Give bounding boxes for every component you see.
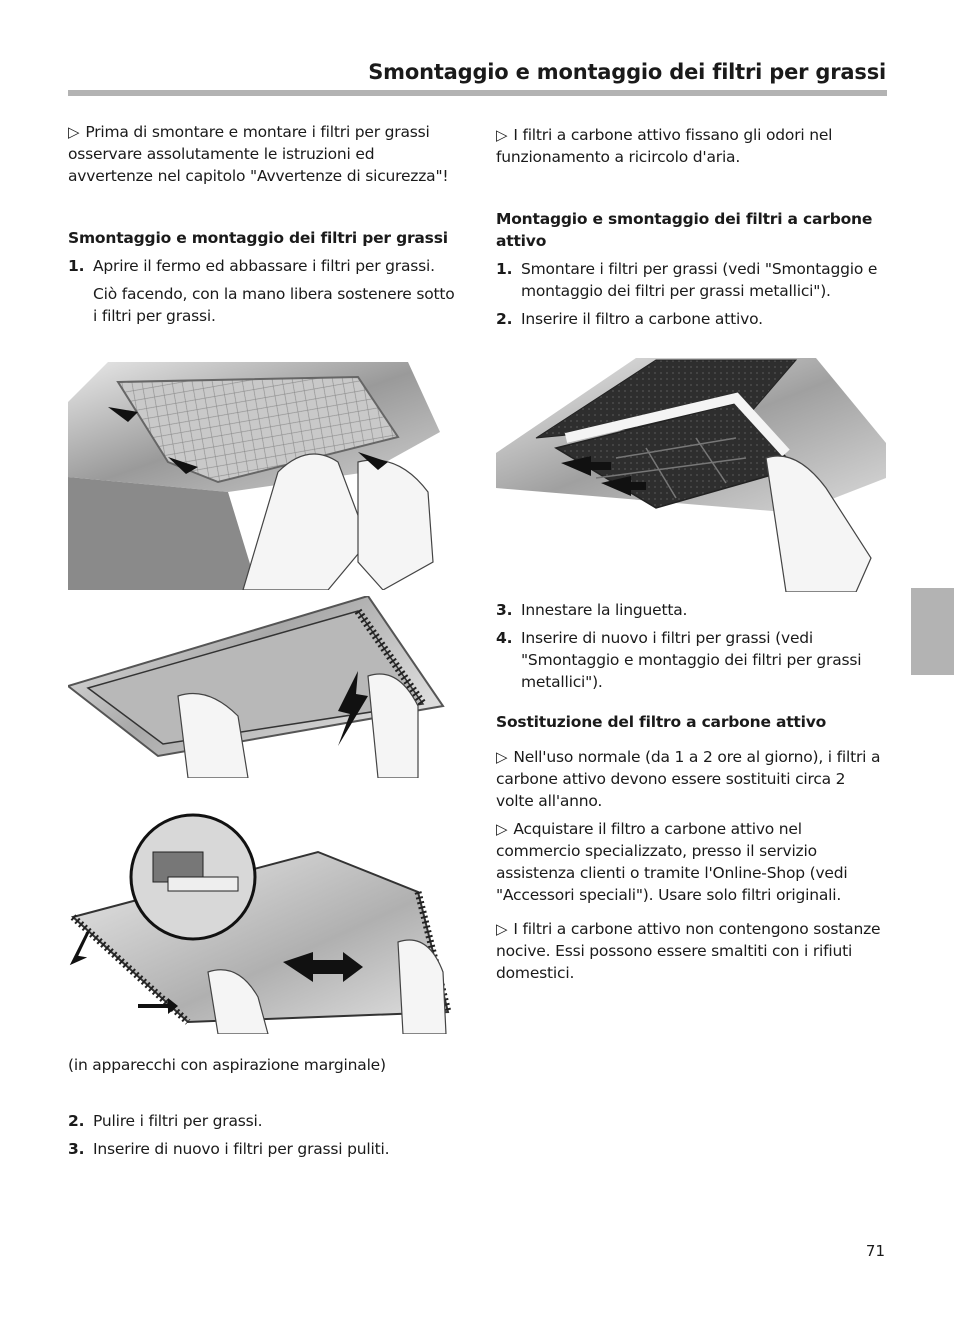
grease-filter-insert-illustration: [68, 596, 460, 778]
step-text: Aprire il fermo ed abbassare i filtri per grassi.: [93, 257, 435, 275]
section-heading: Montaggio e smontaggio dei filtri a carbone attivo: [496, 210, 873, 250]
edge-suction-filter-illustration: [68, 812, 460, 1034]
step-text: Inserire il filtro a carbone attivo.: [521, 310, 763, 328]
illustration-caption-block: [68, 1054, 463, 1076]
step-number: 1.: [496, 260, 513, 278]
step-item: [68, 255, 463, 327]
right-section-replacement: [496, 711, 881, 984]
illustration-caption: (in apparecchi con aspirazione marginale): [68, 1056, 386, 1074]
safety-note: ▷ Prima di smontare e montare i filtri per grassi osservare assolutamente le istruzioni ed avvertenze nel capitolo "Avvertenze di sicurezza"!: [68, 123, 449, 185]
step-number: 3.: [496, 601, 513, 619]
right-section-mounting: [496, 208, 881, 330]
step-text: Pulire i filtri per grassi.: [93, 1112, 263, 1130]
note-triangle-icon: ▷: [496, 126, 508, 144]
note-triangle-icon: ▷: [68, 123, 80, 141]
note-triangle-icon: ▷: [496, 920, 508, 938]
carbon-filter-note: ▷ I filtri a carbone attivo fissano gli odori nel funzionamento a ricircolo d'aria.: [496, 126, 833, 166]
grease-filter-removal-illustration: [68, 362, 460, 590]
step-number: 4.: [496, 629, 513, 647]
purchase-note: ▷ Acquistare il filtro a carbone attivo nel commercio specializzato, presso il servizio assistenza clienti o tramite l'Online-Shop (vedi "Accessori speciali"). Usare solo filtri originali.: [496, 820, 848, 904]
step-text: Smontare i filtri per grassi (vedi "Smontaggio e montaggio dei filtri per grassi metallici").: [521, 260, 878, 300]
section-heading: Smontaggio e montaggio dei filtri per grassi: [68, 229, 448, 247]
step-number: 2.: [496, 310, 513, 328]
left-section: [68, 227, 463, 327]
left-note-block: [68, 121, 463, 187]
disposal-note: ▷ I filtri a carbone attivo non contengono sostanze nocive. Essi possono essere smaltiti con i rifiuti domestici.: [496, 920, 881, 982]
step-subtext: Ciò facendo, con la mano libera sostenere sotto i filtri per grassi.: [93, 285, 455, 325]
step-item: [496, 258, 881, 302]
left-steps-continued: [68, 1110, 463, 1160]
title-rule: [68, 90, 887, 96]
step-number: 2.: [68, 1112, 85, 1130]
replacement-note: ▷ Nell'uso normale (da 1 a 2 ore al giorno), i filtri a carbone attivo devono essere sostituiti circa 2 volte all'anno.: [496, 748, 881, 810]
step-item: [68, 1138, 463, 1160]
step-number: 1.: [68, 257, 85, 275]
right-note-block: [496, 124, 881, 168]
page-title: Smontaggio e montaggio dei filtri per grassi: [368, 60, 886, 84]
carbon-filter-insert-illustration: [496, 358, 886, 592]
chapter-tab: [911, 588, 954, 675]
note-triangle-icon: ▷: [496, 748, 508, 766]
section-heading: Sostituzione del filtro a carbone attivo: [496, 713, 827, 731]
step-item: [496, 599, 881, 621]
step-item: [68, 1110, 463, 1132]
page-number: 71: [865, 1242, 885, 1260]
step-number: 3.: [68, 1140, 85, 1158]
right-steps-continued: [496, 599, 881, 693]
step-text: Inserire di nuovo i filtri per grassi puliti.: [93, 1140, 390, 1158]
note-triangle-icon: ▷: [496, 820, 508, 838]
step-text: Innestare la linguetta.: [521, 601, 688, 619]
step-item: [496, 627, 881, 693]
step-item: [496, 308, 881, 330]
step-text: Inserire di nuovo i filtri per grassi (vedi "Smontaggio e montaggio dei filtri per grassi metallici").: [521, 629, 862, 691]
